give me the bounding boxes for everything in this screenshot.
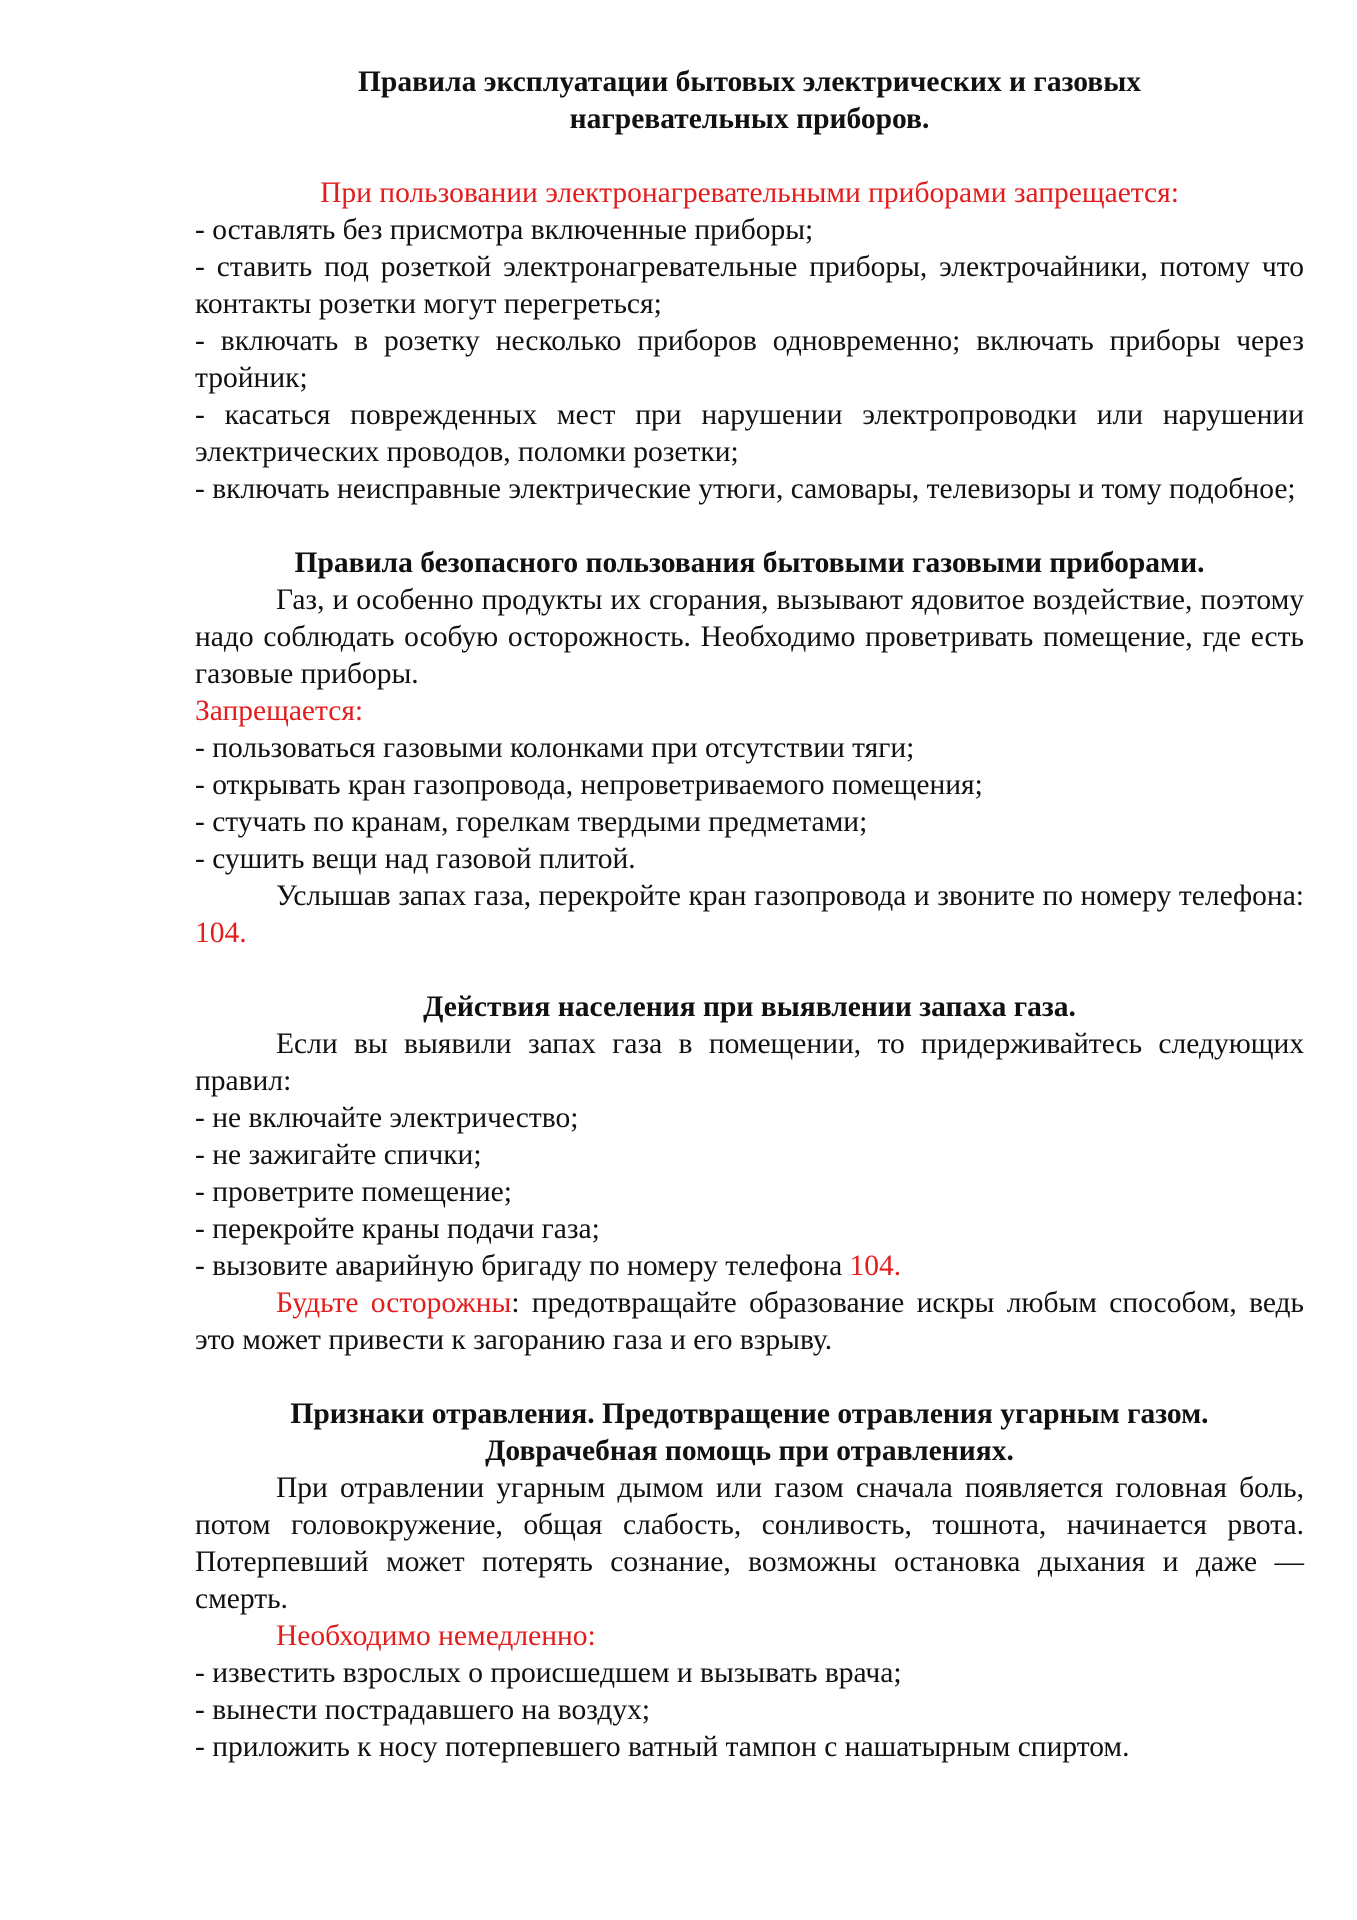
section2-title: Правила безопасного пользования бытовыми газовыми приборами. <box>294 547 1205 579</box>
section1-item-3: - включать в розетку несколько приборов одновременно; включать приборы через тройник; <box>195 325 1304 394</box>
section3-title: Действия населения при выявлении запаха газа. <box>423 991 1076 1023</box>
section3-item-3: - проветрите помещение; <box>195 1176 512 1208</box>
section3-item-2: - не зажигайте спички; <box>195 1139 482 1171</box>
section4-intro: При отравлении угарным дымом или газом сначала появляется головная боль, потом головокружение, общая слабость, сонливость, тошнота, начинается рвота. Потерпевший может потерять сознание, возможны остановка дыхания и даже — смерть. <box>195 1472 1304 1615</box>
section3-item-1: - не включайте электричество; <box>195 1102 579 1134</box>
section2-item-3: - стучать по кранам, горелкам твердыми предметами; <box>195 806 868 838</box>
section4-title <box>195 1396 1304 1470</box>
section1-item-4: - касаться поврежденных мест при нарушении электропроводки или нарушении электрических проводов, поломки розетки; <box>195 399 1304 468</box>
phone-number: 104. <box>849 1250 902 1282</box>
section1-item-2: - ставить под розеткой электронагревательные приборы, электрочайники, потому что контакты розетки могут перегреться; <box>195 251 1304 320</box>
section4-item-3: - приложить к носу потерпевшего ватный тампон с нашатырным спиртом. <box>195 1731 1130 1763</box>
section4-item-2: - вынести пострадавшего на воздух; <box>195 1694 651 1726</box>
section3-item-4: - перекройте краны подачи газа; <box>195 1213 600 1245</box>
section4-title-line1: Признаки отравления. Предотвращение отравления угарным газом. <box>290 1398 1209 1430</box>
section1-item-5: - включать неисправные электрические утюги, самовары, телевизоры и тому подобное; <box>195 473 1296 505</box>
section2-item-1: - пользоваться газовыми колонками при отсутствии тяги; <box>195 732 915 764</box>
section1-item-1: - оставлять без присмотра включенные приборы; <box>195 214 814 246</box>
section4-item-1: - известить взрослых о происшедшем и вызывать врача; <box>195 1657 902 1689</box>
section1-title-line2: нагревательных приборов. <box>569 103 930 135</box>
section2-intro: Газ, и особенно продукты их сгорания, вызывают ядовитое воздействие, поэтому надо соблюдать особую осторожность. Необходимо проветривать помещение, где есть газовые приборы. <box>195 584 1304 690</box>
section3-item-5-text: - вызовите аварийную бригаду по номеру телефона <box>195 1250 850 1282</box>
section2-closing <box>195 878 1304 952</box>
section2-item-2: - открывать кран газопровода, непроветриваемого помещения; <box>195 769 983 801</box>
section1-title <box>195 64 1304 138</box>
section1-title-line1: Правила эксплуатации бытовых электрических и газовых <box>357 66 1141 98</box>
section4-urgent-label: Необходимо немедленно: <box>276 1620 596 1652</box>
section2-forbidden-label: Запрещается: <box>195 695 364 727</box>
section3-item-5 <box>195 1248 1304 1285</box>
section3-intro: Если вы выявили запах газа в помещении, то придерживайтесь следующих правил: <box>195 1028 1304 1097</box>
section1-intro: При пользовании электронагревательными приборами запрещается: <box>320 177 1179 209</box>
caution-label: Будьте осторожны <box>276 1287 512 1319</box>
section2-item-4: - сушить вещи над газовой плитой. <box>195 843 636 875</box>
section3-caution <box>195 1285 1304 1359</box>
section2-closing-text: Услышав запах газа, перекройте кран газопровода и звоните по номеру телефона: <box>276 880 1304 912</box>
section4-title-line2: Доврачебная помощь при отравлениях. <box>485 1435 1014 1467</box>
caution-text: : предотвращайте образование искры любым способом, ведь это может привести к загоранию газа и его взрыву. <box>195 1287 1304 1356</box>
phone-number: 104. <box>195 917 247 949</box>
